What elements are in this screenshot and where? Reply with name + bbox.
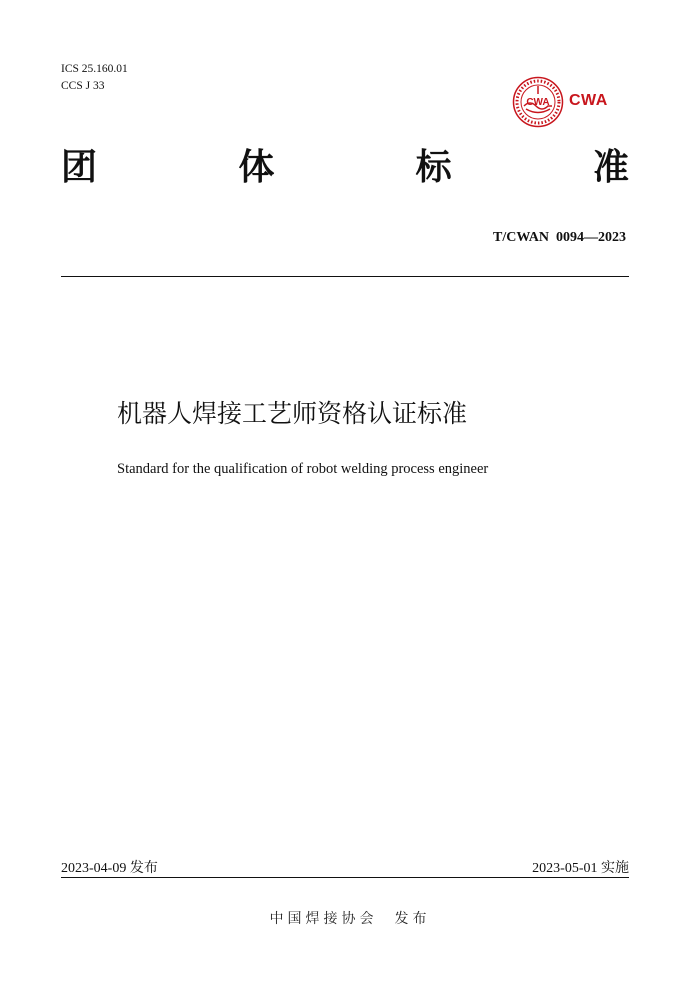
implementation-date: 2023-05-01 实施 [532,861,629,876]
standard-code: T/CWAN 0094—2023 [492,230,626,245]
ics-code: ICS 25.160.01 [61,63,128,75]
standard-type-char: 体 [238,147,275,188]
publisher: 中国焊接协会 发布 [269,911,431,927]
ccs-code: CCS J 33 [61,80,105,92]
issue-date: 2023-04-09 发布 [61,861,158,876]
standard-type-char: 准 [592,147,629,188]
standard-type-heading [61,146,629,190]
top-divider [61,276,629,277]
bottom-divider [61,877,629,878]
svg-text:CWA: CWA [526,97,550,108]
logo-text: CWA [569,92,608,109]
standard-type-char: 团 [61,147,98,188]
classification-codes [61,61,128,95]
cwa-logo [512,76,622,128]
english-title: Standard for the qualification of robot welding process engineer [117,461,489,477]
chinese-title: 机器人焊接工艺师资格认证标准 [117,399,468,428]
cwa-seal-icon [512,76,564,128]
standard-type-char: 标 [415,147,452,188]
